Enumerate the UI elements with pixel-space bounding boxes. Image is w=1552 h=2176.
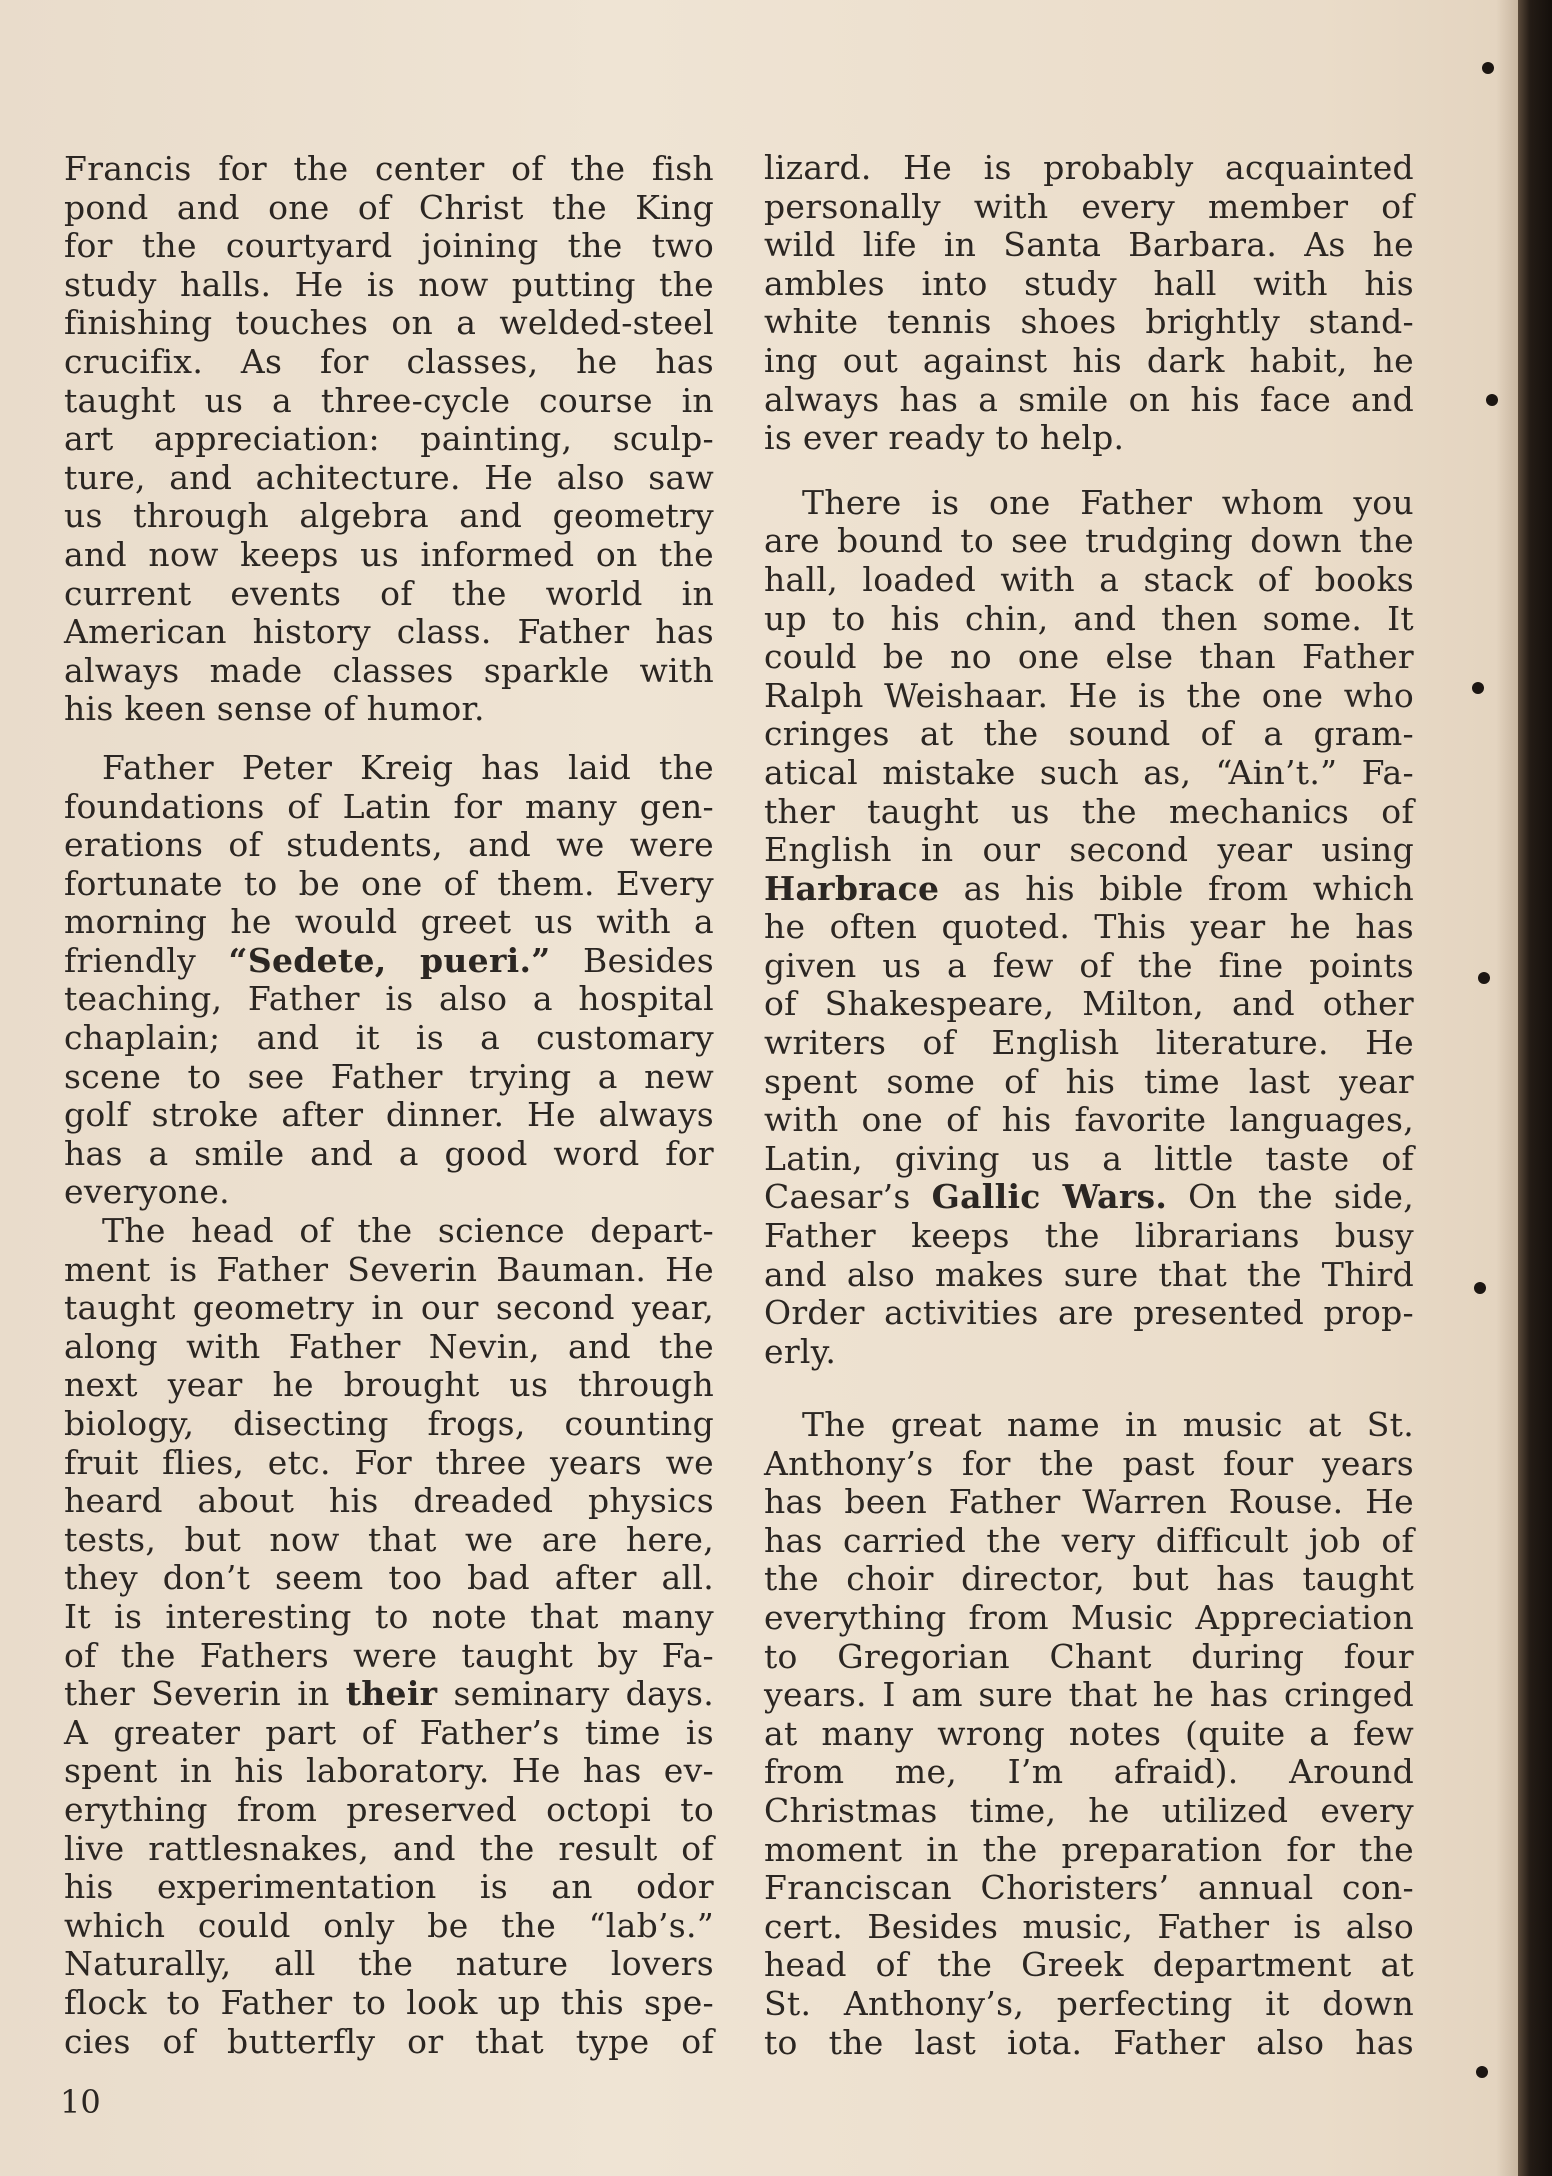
book-title-harbrace: Harbrace	[764, 868, 940, 908]
text-line: American history class. Father has	[64, 612, 714, 652]
text-line: spent some of his time last year	[764, 1061, 1414, 1101]
paragraph-gap	[64, 729, 714, 749]
text-line: and also makes sure that the Third	[764, 1254, 1414, 1294]
text-run: Caesar’s	[764, 1177, 932, 1217]
text-line: taught us a three-cycle course in	[64, 380, 714, 420]
text-line: and now keeps us informed on the	[64, 534, 714, 574]
text-line: with one of his favorite languages,	[764, 1100, 1414, 1140]
text-line: There is one Father whom you	[802, 482, 1414, 522]
text-line: fortunate to be one of them. Every	[64, 863, 714, 903]
text-line: The head of the science depart-	[102, 1211, 714, 1251]
text-line: to Gregorian Chant during four	[764, 1636, 1414, 1676]
text-run: ther Severin in	[64, 1674, 346, 1714]
latin-greeting: “Sedete, pueri.”	[228, 940, 551, 980]
text-line: Order activities are presented prop-	[764, 1293, 1414, 1333]
text-line: writers of English literature. He	[764, 1023, 1414, 1063]
text-line: It is interesting to note that many	[64, 1596, 714, 1636]
text-line: Father keeps the librarians busy	[764, 1216, 1414, 1256]
left-column	[64, 150, 714, 2061]
text-line: of Shakespeare, Milton, and other	[764, 984, 1414, 1024]
text-line: which could only be the “lab’s.”	[64, 1905, 714, 1945]
text-line: cringes at the sound of a gram-	[764, 714, 1414, 754]
emphasis-their: their	[345, 1674, 438, 1714]
text-line: Latin, giving us a little taste of	[764, 1138, 1414, 1178]
text-line: foundations of Latin for many gen-	[64, 786, 714, 826]
text-line: hall, loaded with a stack of books	[764, 559, 1414, 599]
text-line: chaplain; and it is a customary	[64, 1018, 714, 1058]
text-line: biology, disecting frogs, counting	[64, 1404, 714, 1443]
text-run: On the side,	[1167, 1177, 1415, 1217]
binding-mark	[1486, 394, 1498, 406]
text-line: to the last iota. Father also has	[764, 2022, 1414, 2062]
text-line	[764, 870, 1414, 909]
text-line: flock to Father to look up this spe-	[64, 1982, 714, 2022]
text-line: has a smile and a good word for	[64, 1133, 714, 1173]
text-line: crucifix. As for classes, he has	[64, 341, 714, 381]
text-line: is ever ready to help.	[764, 418, 1125, 458]
text-line: spent in his laboratory. He has ev-	[64, 1751, 714, 1791]
text-line: St. Anthony’s, perfecting it down	[764, 1983, 1414, 2023]
text-run: as his bible from which	[939, 868, 1414, 908]
text-line: they don’t seem too bad after all.	[64, 1558, 714, 1598]
text-line: scene to see Father trying a new	[64, 1056, 714, 1096]
text-line	[64, 1675, 714, 1714]
text-line: always has a smile on his face and	[764, 379, 1414, 419]
text-line: erything from preserved octopi to	[64, 1789, 714, 1829]
text-line: at many wrong notes (quite a few	[764, 1713, 1414, 1753]
text-line: his experimentation is an odor	[64, 1867, 714, 1907]
binding-mark	[1476, 2066, 1488, 2078]
page-binding-edge	[1518, 0, 1552, 2176]
left-paragraph-3	[64, 1212, 714, 2061]
page-number: 10	[60, 2083, 101, 2121]
text-line: he often quoted. This year he has	[764, 907, 1414, 947]
text-line: teaching, Father is also a hospital	[64, 979, 714, 1019]
binding-mark	[1482, 62, 1494, 74]
text-line: English in our second year using	[764, 830, 1414, 870]
page-edge-shadow	[1496, 0, 1518, 2176]
text-line: Christmas time, he utilized every	[764, 1790, 1414, 1830]
text-line: lizard. He is probably acquainted	[764, 148, 1414, 187]
text-line: next year he brought us through	[64, 1365, 714, 1405]
text-line: The great name in music at St.	[802, 1405, 1414, 1444]
text-run: Besides	[550, 940, 715, 980]
text-line: has carried the very difficult job of	[764, 1520, 1414, 1560]
right-column	[764, 149, 1414, 1371]
text-run: seminary days.	[437, 1674, 714, 1714]
text-line: along with Father Nevin, and the	[64, 1326, 714, 1366]
text-line: Anthony’s for the past four years	[764, 1443, 1414, 1483]
text-line: white tennis shoes brightly stand-	[764, 302, 1414, 342]
text-line: cert. Besides music, Father is also	[764, 1906, 1414, 1946]
left-paragraph-2	[64, 749, 714, 1212]
text-line: for the courtyard joining the two	[64, 226, 714, 266]
text-line	[64, 942, 714, 981]
text-line: Naturally, all the nature lovers	[64, 1944, 714, 1984]
text-run: friendly	[64, 940, 229, 980]
text-line: up to his chin, and then some. It	[764, 598, 1414, 638]
text-line: us through algebra and geometry	[64, 496, 714, 536]
text-line: Ralph Weishaar. He is the one who	[764, 675, 1414, 715]
text-line: ment is Father Severin Bauman. He	[64, 1249, 714, 1289]
text-line: A greater part of Father’s time is	[64, 1712, 714, 1752]
text-line: taught geometry in our second year,	[64, 1288, 714, 1328]
book-title-gallic-wars: Gallic Wars.	[931, 1177, 1168, 1217]
text-line: Francis for the center of the fish	[64, 149, 714, 188]
text-line: the choir director, but has taught	[764, 1559, 1414, 1599]
right-paragraph-3	[764, 1406, 1414, 2062]
text-line: everything from Music Appreciation	[764, 1597, 1414, 1637]
text-line: ture, and achitecture. He also saw	[64, 457, 714, 497]
text-line: moment in the preparation for the	[764, 1829, 1414, 1869]
text-line: from me, I’m afraid). Around	[764, 1752, 1414, 1792]
text-line: tests, but now that we are here,	[64, 1519, 714, 1559]
right-paragraph-1	[764, 149, 1414, 458]
text-line: cies of butterfly or that type of	[64, 2021, 714, 2061]
text-line: fruit flies, etc. For three years we	[64, 1442, 714, 1482]
text-line: ther taught us the mechanics of	[764, 791, 1414, 831]
text-line: everyone.	[64, 1172, 230, 1212]
text-line: morning he would greet us with a	[64, 902, 714, 942]
binding-mark	[1474, 1282, 1486, 1294]
text-line: head of the Greek department at	[764, 1945, 1414, 1985]
text-line: erly.	[764, 1331, 837, 1371]
left-paragraph-1	[64, 150, 714, 729]
text-line: erations of students, and we were	[64, 825, 714, 865]
text-line: has been Father Warren Rouse. He	[764, 1482, 1414, 1522]
text-line: art appreciation: painting, sculp-	[64, 419, 714, 459]
text-line: his keen sense of humor.	[64, 689, 485, 729]
text-line: personally with every member of	[764, 186, 1414, 226]
right-paragraph-2	[764, 484, 1414, 1372]
text-line: could be no one else than Father	[764, 637, 1414, 677]
binding-mark	[1472, 682, 1484, 694]
text-line: of the Fathers were taught by Fa-	[64, 1635, 714, 1675]
text-line: pond and one of Christ the King	[64, 187, 714, 227]
text-line: always made classes sparkle with	[64, 650, 714, 690]
text-line	[764, 1178, 1414, 1217]
text-line: current events of the world in	[64, 573, 714, 613]
binding-mark	[1478, 972, 1490, 984]
paragraph-gap	[764, 458, 1414, 484]
text-line: given us a few of the fine points	[764, 945, 1414, 985]
text-line: study halls. He is now putting the	[64, 264, 714, 304]
text-line: Father Peter Kreig has laid the	[102, 747, 714, 787]
text-line: finishing touches on a welded-steel	[64, 303, 714, 343]
text-line: wild life in Santa Barbara. As he	[764, 225, 1414, 265]
text-line: ing out against his dark habit, he	[764, 340, 1414, 380]
text-line: are bound to see trudging down the	[764, 521, 1414, 561]
text-line: live rattlesnakes, and the result of	[64, 1828, 714, 1868]
text-line: heard about his dreaded physics	[64, 1481, 714, 1521]
right-column-lower	[764, 1406, 1414, 2062]
text-line: years. I am sure that he has cringed	[764, 1675, 1414, 1715]
text-line: ambles into study hall with his	[764, 263, 1414, 303]
text-line: Franciscan Choristers’ annual con-	[764, 1868, 1414, 1908]
text-line: atical mistake such as, “Ain’t.” Fa-	[764, 752, 1414, 792]
text-line: golf stroke after dinner. He always	[64, 1095, 714, 1135]
